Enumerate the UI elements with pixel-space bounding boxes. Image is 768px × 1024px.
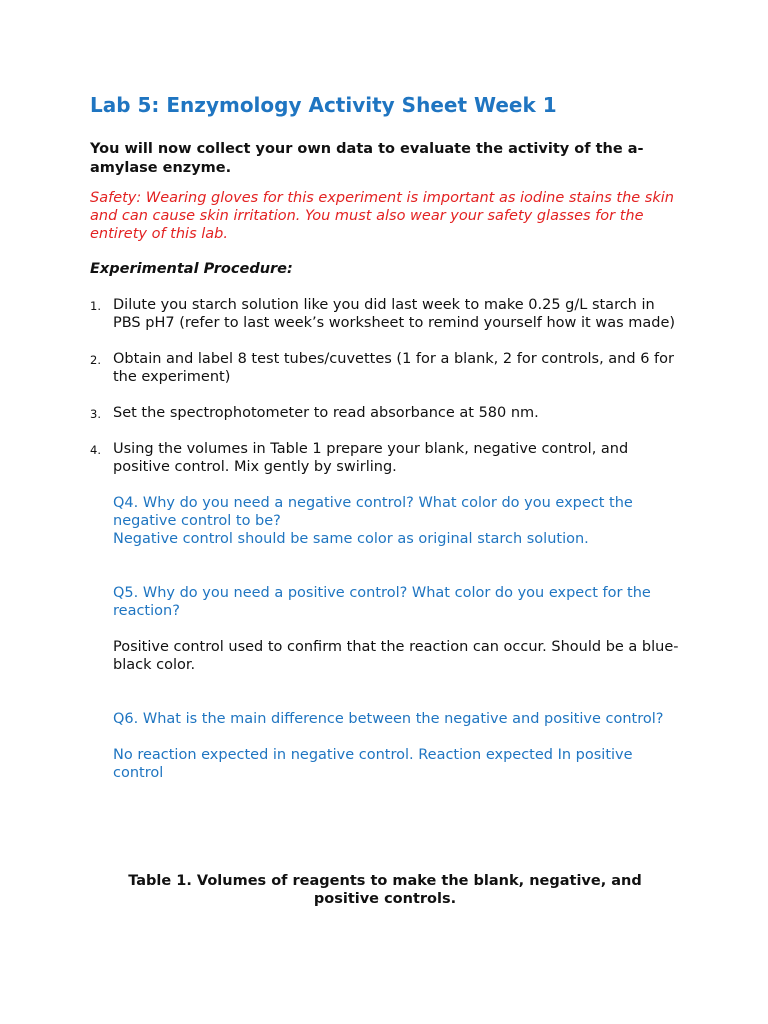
question-q6: Q6. What is the main difference between the negative and positive control? bbox=[113, 711, 664, 727]
question-q4: Q4. Why do you need a negative control? What color do you expect the negative control to be? bbox=[113, 495, 633, 529]
procedure-step bbox=[90, 296, 680, 332]
step-text: Obtain and label 8 test tubes/cuvettes (1 for a blank, 2 for controls, and 6 for the experiment) bbox=[113, 351, 674, 385]
step-number: 3. bbox=[90, 407, 101, 421]
step-text: Set the spectrophotometer to read absorbance at 580 nm. bbox=[113, 405, 539, 421]
procedure-step bbox=[90, 404, 680, 422]
step-text: Dilute you starch solution like you did last week to make 0.25 g/L starch in PBS pH7 (refer to last week’s worksheet to remind yourself how it was made) bbox=[113, 297, 676, 331]
procedure-steps bbox=[90, 296, 680, 476]
step-number: 2. bbox=[90, 353, 101, 367]
procedure-step bbox=[90, 440, 680, 476]
step-number: 4. bbox=[90, 443, 101, 457]
answer-q5: Positive control used to confirm that the reaction can occur. Should be a blue-black color. bbox=[113, 639, 679, 673]
step-text: Using the volumes in Table 1 prepare your blank, negative control, and positive control. Mix gently by swirling. bbox=[113, 441, 629, 475]
question-q5: Q5. Why do you need a positive control? What color do you expect for the reaction? bbox=[113, 585, 651, 619]
answer-q4: Negative control should be same color as original starch solution. bbox=[113, 531, 589, 547]
document-page bbox=[90, 90, 680, 782]
table-caption: Table 1. Volumes of reagents to make the blank, negative, and positive controls. bbox=[128, 873, 642, 907]
step-number: 1. bbox=[90, 299, 101, 313]
page-title: Lab 5: Enzymology Activity Sheet Week 1 bbox=[90, 93, 557, 117]
procedure-step bbox=[90, 350, 680, 386]
safety-note: Safety: Wearing gloves for this experiment is important as iodine stains the skin and can cause skin irritation. You must also wear your safety glasses for the entirety of this lab. bbox=[90, 190, 674, 242]
intro-text: You will now collect your own data to evaluate the activity of the a-amylase enzyme. bbox=[90, 141, 644, 176]
answer-q6: No reaction expected in negative control. Reaction expected In positive control bbox=[113, 747, 633, 781]
procedure-heading: Experimental Procedure: bbox=[90, 261, 293, 277]
